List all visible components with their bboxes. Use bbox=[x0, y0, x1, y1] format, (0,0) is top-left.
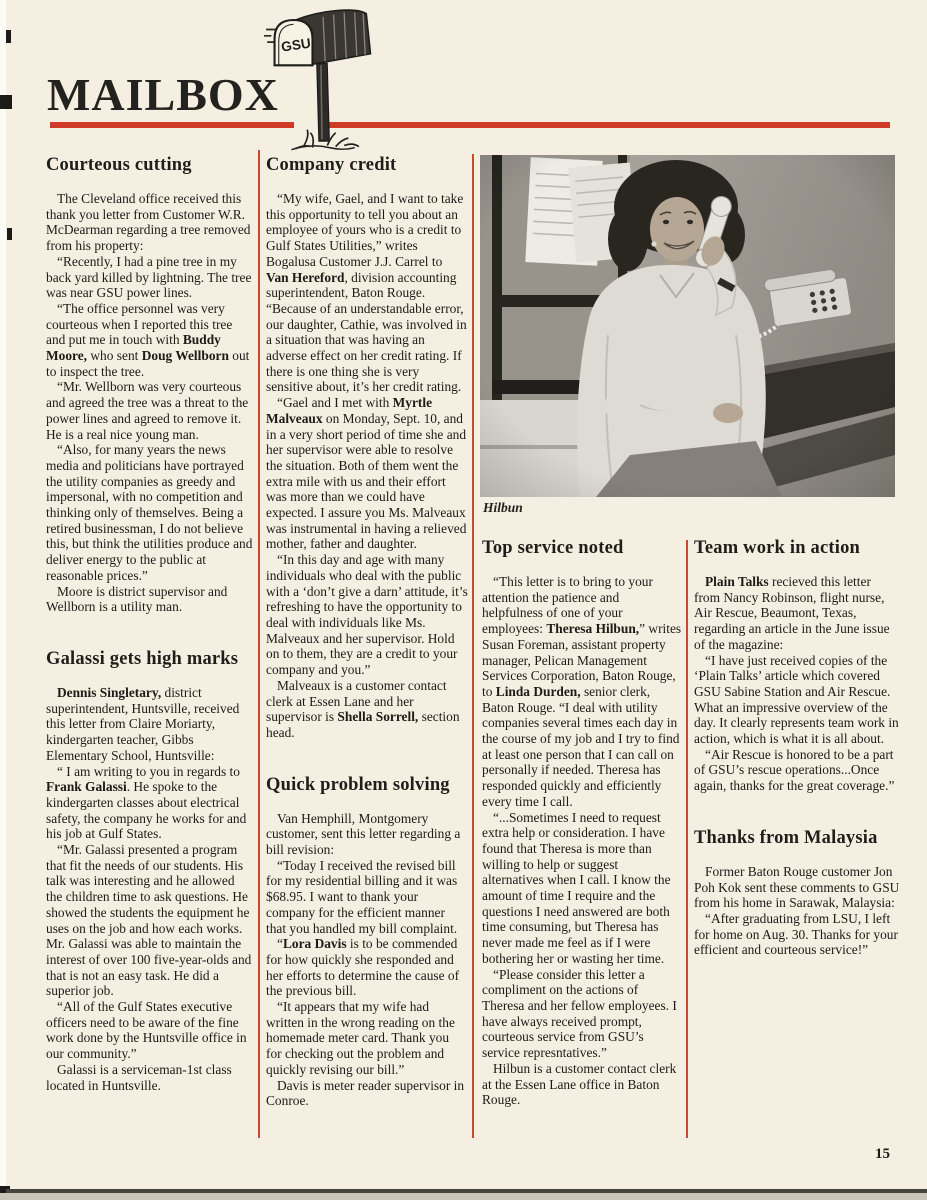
photo-caption: Hilbun bbox=[483, 500, 523, 515]
paragraph: Moore is district supervisor and Wellborn is a utility man. bbox=[46, 583, 228, 615]
header-rule-right bbox=[319, 122, 890, 128]
scan-edge-strip bbox=[0, 0, 6, 1200]
section-heading: Company credit bbox=[266, 155, 397, 175]
paragraph: “Lora Davis is to be commended for how quickly she responded and her efforts to determine the cause of the previous bill. bbox=[266, 936, 460, 999]
paragraph: The Cleveland office received this thank you letter from Customer W.R. McDearman regarding a tree removed from his property: bbox=[46, 191, 251, 254]
section-heading: Thanks from Malaysia bbox=[694, 827, 878, 848]
paragraph: Malveaux is a customer contact clerk at Essen Lane and her supervisor is Shella Sorrell, section head. bbox=[266, 677, 460, 740]
column-divider bbox=[472, 154, 474, 1138]
paragraph: “Mr. Galassi presented a program that fit the needs of our students. His talk was interesting and he allowed the children time to ask questions. He showed the students the equipment he uses on the job and how each works. Mr. Galassi was able to maintain the interest of over 100 five-year-olds and that is not an easy task. He did a superior job. bbox=[46, 842, 252, 999]
paragraph: “Air Rescue is honored to be a part of GSU’s rescue operations...Once again, thanks for the great coverage.” bbox=[694, 746, 895, 794]
section-heading: Top service noted bbox=[482, 538, 624, 558]
mailbox-label: GSU bbox=[280, 35, 312, 55]
paragraph: Hilbun is a customer contact clerk at the Essen Lane office in Baton Rouge. bbox=[482, 1060, 677, 1108]
paragraph: Plain Talks recieved this letter from Nancy Robinson, flight nurse, Air Rescue, Beaumont, Texas, regarding an article in the June issue of the magazine: bbox=[694, 574, 890, 652]
paragraph: Davis is meter reader supervisor in Conroe. bbox=[266, 1077, 465, 1109]
page-title: MAILBOX bbox=[47, 69, 279, 120]
paragraph: “After graduating from LSU, I left for home on Aug. 30. Thanks for your efficient and courteous service!” bbox=[694, 910, 898, 958]
header-rule-left bbox=[50, 122, 294, 128]
section-heading: Courteous cutting bbox=[46, 155, 192, 175]
section-heading: Team work in action bbox=[694, 538, 861, 558]
paragraph: “I have just received copies of the ‘Plain Talks’ article which covered GSU Sabine Station and Air Rescue. What an impressive overview of the day. It clearly represents team work in action, which is what it is all about. bbox=[694, 652, 899, 747]
section-heading: Galassi gets high marks bbox=[46, 648, 239, 669]
mailbox-illustration bbox=[264, 4, 380, 152]
paragraph: “Please consider this letter a compliment on the actions of Theresa and her fellow employees. I have always received prompt, courteous service from GSU’s service represntatives.” bbox=[482, 966, 677, 1061]
paragraph: “This letter is to bring to your attention the patience and helpfulness of one of your employees: Theresa Hilbun,” writes Susan Foreman, assistant property manager, Pelican Management Services Corporation, Baton Rouge, to Linda Durden, senior clerk, Baton Rouge. “I deal with utility companies several times each day in the course of my job and I try to find at least one person that I can call on personally if needed. Theresa has responded quickly and efficiently every time I call. bbox=[482, 574, 682, 809]
paragraph: “The office personnel was very courteous when I reported this tree and put me in touch with Buddy Moore, who sent Doug Wellborn out to inspect the tree. bbox=[46, 300, 250, 379]
column-divider bbox=[686, 540, 688, 1138]
paragraph: “My wife, Gael, and I want to take this opportunity to tell you about an employee of yours who is a credit to Gulf States Utilities,” writes Bogalusa Customer J.J. Carrel to Van Hereford, division accounting superintendent, Baton Rouge. “Because of an understandable error, our daughter, Cathie, was involved in a situation that was having an adverse effect on her credit rating. If there is one thing she is very sensitive about, it’s her credit rating. bbox=[266, 191, 467, 395]
column-1 bbox=[46, 155, 254, 1093]
column-4 bbox=[694, 538, 900, 958]
paragraph: “In this day and age with many individuals who deal with the public with a ‘don’t give a darn’ attitude, it’s refreshing to have the opportunity to deal with individuals like Ms. Malveaux and her supervisor. Hold on to them, they are a credit to your company and you.” bbox=[266, 552, 468, 678]
paragraph: Galassi is a serviceman-1st class located in Huntsville. bbox=[46, 1061, 232, 1093]
paragraph: “ I am writing to you in regards to Frank Galassi. He spoke to the kindergarten classes about electrical safety, the company he works for and his job at Gulf States. bbox=[46, 763, 247, 842]
column-divider bbox=[258, 150, 260, 1138]
registration-mark bbox=[0, 95, 12, 109]
section-heading: Quick problem solving bbox=[266, 774, 450, 795]
column-2 bbox=[266, 155, 468, 1109]
paragraph: “...Sometimes I need to request extra help or consideration. I have found that Theresa is more than willing to help or suggest alternatives when I call. I know the amount of time I require and the questions I need answered are both time consuming, but Theresa has never made me feel as if I were bothering her or wasting her time. bbox=[482, 809, 671, 966]
paragraph: “It appears that my wife had written in the wrong reading on the homemade meter card. Thank you for checking out the problem and quickly revising our bill.” bbox=[266, 999, 455, 1077]
photo-hilbun bbox=[480, 155, 895, 497]
registration-mark bbox=[7, 228, 12, 240]
registration-mark bbox=[6, 30, 11, 43]
paragraph: Former Baton Rouge customer Jon Poh Kok sent these comments to GSU from his home in Sarawak, Malaysia: bbox=[694, 863, 900, 911]
paragraph: “Today I received the revised bill for my residential billing and it was $68.95. I want to thank your company for the efficient manner that you handled my bill complaint. bbox=[266, 857, 458, 936]
paragraph: Dennis Singletary, district superintendent, Huntsville, received this letter from Claire Moriarty, kindergarten teacher, Gibbs Elementary School, Huntsville: bbox=[46, 684, 240, 763]
mailbox-icon bbox=[264, 4, 380, 152]
paragraph: “Gael and I met with Myrtle Malveaux on Monday, Sept. 10, and in a very short period of time she and her supervisor were able to resolve the situation. Both of them went the extra mile with us and their effort was more than we could have expected. I assure you Ms. Malveaux was instrumental in having a relieved mother, father and daughter. bbox=[266, 395, 467, 552]
scan-bottom-strip bbox=[0, 1193, 927, 1200]
paragraph: “Mr. Wellborn was very courteous and agreed the tree was a threat to the power lines and agreed to remove it. He is a real nice young man. bbox=[46, 379, 249, 442]
paragraph: “Also, for many years the news media and politicians have portrayed the utility companies as greedy and impersonal, with no competition and thinking only of themselves. Being a retired businessman, I do not believe this, but think the utilities produce and deliver energy to the public at reasonable prices.” bbox=[46, 442, 253, 583]
column-3 bbox=[482, 538, 682, 1108]
paragraph: “All of the Gulf States executive officers need to be aware of the fine work done by the Huntsville office in our community.” bbox=[46, 999, 247, 1062]
page-number: 15 bbox=[875, 1146, 890, 1162]
paragraph: Van Hemphill, Montgomery customer, sent this letter regarding a bill revision: bbox=[266, 810, 461, 858]
paragraph: “Recently, I had a pine tree in my back yard killed by lightning. The tree was near GSU power lines. bbox=[46, 253, 252, 301]
